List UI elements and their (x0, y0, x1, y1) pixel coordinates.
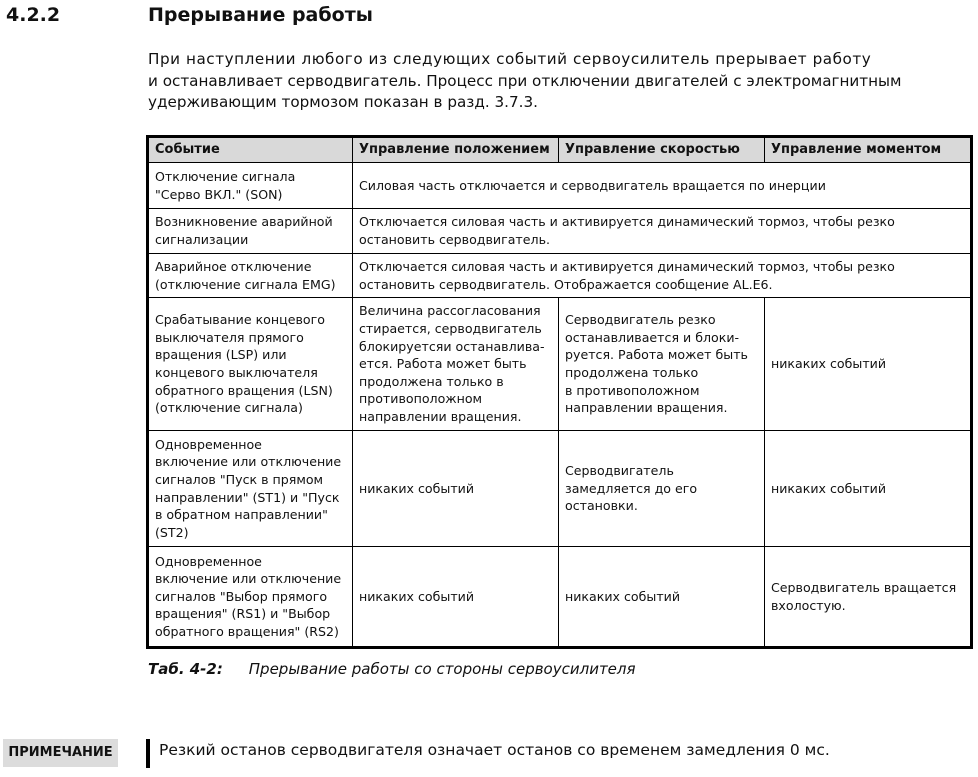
merged-cell (353, 209, 972, 254)
cell-text: никаких событий (771, 480, 887, 496)
cell-text: продолжена только в (359, 373, 504, 389)
cell-text: обратного вращения" (RS2) (155, 623, 339, 639)
cell-text: вхолостую. (771, 597, 846, 613)
event-cell (148, 209, 353, 254)
cell-text: направлении вращения. (565, 400, 728, 416)
header-position-control: Управление положением (353, 137, 559, 163)
event-cell (148, 163, 353, 209)
table-caption (148, 660, 636, 678)
section-title: Прерывание работы (148, 4, 373, 26)
table-row (148, 431, 972, 547)
cell-text: в обратном направлении" (155, 507, 328, 523)
events-table (146, 135, 973, 649)
cell-text: стирается, серводвигатель (359, 321, 542, 337)
note-label: ПРИМЕЧАНИЕ (3, 739, 118, 767)
cell-text: сигналов "Выбор прямого (155, 588, 328, 604)
event-cell (148, 547, 353, 648)
speed-cell (559, 431, 765, 547)
cell-text: (отключение сигнала) (155, 400, 303, 416)
header-event: Событие (148, 137, 353, 163)
cell-text: никаких событий (771, 356, 887, 372)
intro-line: удерживающим тормозом показан в разд. 3.7.3. (148, 93, 538, 111)
cell-text: Срабатывание концевого (155, 312, 325, 328)
cell-text: концевого выключателя (155, 365, 318, 380)
cell-text: останавливается и блоки- (565, 329, 740, 345)
table-row (148, 547, 972, 648)
header-speed-control: Управление скоростью (559, 137, 765, 163)
torque-cell (765, 431, 972, 547)
position-cell (353, 431, 559, 547)
cell-text: остановки. (565, 498, 638, 514)
cell-text: Отключается силовая часть и активируется динамический тормоз, чтобы резко (359, 258, 895, 274)
cell-text: Серводвигатель резко (565, 312, 716, 328)
cell-text: замедляется до его (565, 480, 698, 496)
table-row (148, 209, 972, 254)
caption-label: Таб. 4-2: (148, 660, 223, 678)
table-row (148, 163, 972, 209)
table-header-row (148, 137, 972, 163)
torque-cell (765, 298, 972, 431)
cell-text: "Серво ВКЛ." (SON) (155, 186, 283, 202)
cell-text: продолжена только (565, 365, 699, 380)
cell-text: блокируетсяи останавлива- (359, 338, 545, 354)
event-cell (148, 298, 353, 431)
cell-text: руется. Работа может быть (565, 347, 748, 363)
section-number: 4.2.2 (6, 4, 61, 26)
cell-text: выключателя прямого (155, 329, 304, 345)
cell-text: в противоположном (565, 382, 700, 398)
torque-cell (765, 547, 972, 648)
cell-text: (ST2) (155, 524, 189, 540)
cell-text: сигнализации (155, 232, 249, 247)
cell-text: никаких событий (359, 480, 475, 496)
table-row (148, 254, 972, 298)
cell-text: Силовая часть отключается и серводвигатель вращается по инерции (359, 177, 826, 193)
cell-text: остановить серводвигатель. (359, 232, 550, 247)
speed-cell (559, 298, 765, 431)
cell-text: Отключение сигнала (155, 168, 296, 184)
speed-cell (559, 547, 765, 648)
cell-text: вращения" (RS1) и "Выбор (155, 606, 331, 622)
cell-text: Отключается силовая часть и активируется динамический тормоз, чтобы резко (359, 214, 895, 230)
cell-text: ется. Работа может быть (359, 356, 527, 372)
header-torque-control: Управление моментом (765, 137, 972, 163)
position-cell (353, 547, 559, 648)
cell-text: Серводвигатель (565, 463, 674, 479)
cell-text: включение или отключение (155, 454, 342, 470)
cell-text: направлении" (ST1) и "Пуск (155, 489, 340, 505)
cell-text: (отключение сигнала EMG) (155, 276, 336, 292)
cell-text: остановить серводвигатель. Отображается сообщение AL.E6. (359, 276, 773, 292)
intro-line: При наступлении любого из следующих событий сервоусилитель прерывает работу (148, 50, 872, 68)
cell-text: Аварийное отключение (155, 258, 312, 274)
cell-text: вращения (LSP) или (155, 347, 287, 363)
cell-text: обратного вращения (LSN) (155, 382, 333, 398)
cell-text: Величина рассогласования (359, 303, 541, 319)
position-cell (353, 298, 559, 431)
intro-line: и останавливает серводвигатель. Процесс при отключении двигателей с электромагнитным (148, 71, 902, 90)
cell-text: направлении вращения. (359, 408, 522, 424)
table-row (148, 298, 972, 431)
cell-text: Серводвигатель вращается (771, 579, 957, 595)
cell-text: Одновременное (155, 436, 262, 452)
caption-text: Прерывание работы со стороны сервоусилителя (248, 660, 636, 678)
cell-text: Возникновение аварийной (155, 214, 333, 230)
merged-cell (353, 163, 972, 209)
cell-text: Одновременное (155, 553, 262, 569)
cell-text: противоположном (359, 391, 483, 407)
event-cell (148, 254, 353, 298)
note-divider (146, 739, 150, 768)
intro-paragraph (148, 49, 978, 114)
cell-text: сигналов "Пуск в прямом (155, 471, 324, 487)
cell-text: никаких событий (565, 588, 681, 604)
cell-text: включение или отключение (155, 571, 342, 587)
event-cell (148, 431, 353, 547)
cell-text: никаких событий (359, 588, 475, 604)
note-text: Резкий останов серводвигателя означает останов со временем замедления 0 мс. (159, 741, 830, 759)
merged-cell (353, 254, 972, 298)
